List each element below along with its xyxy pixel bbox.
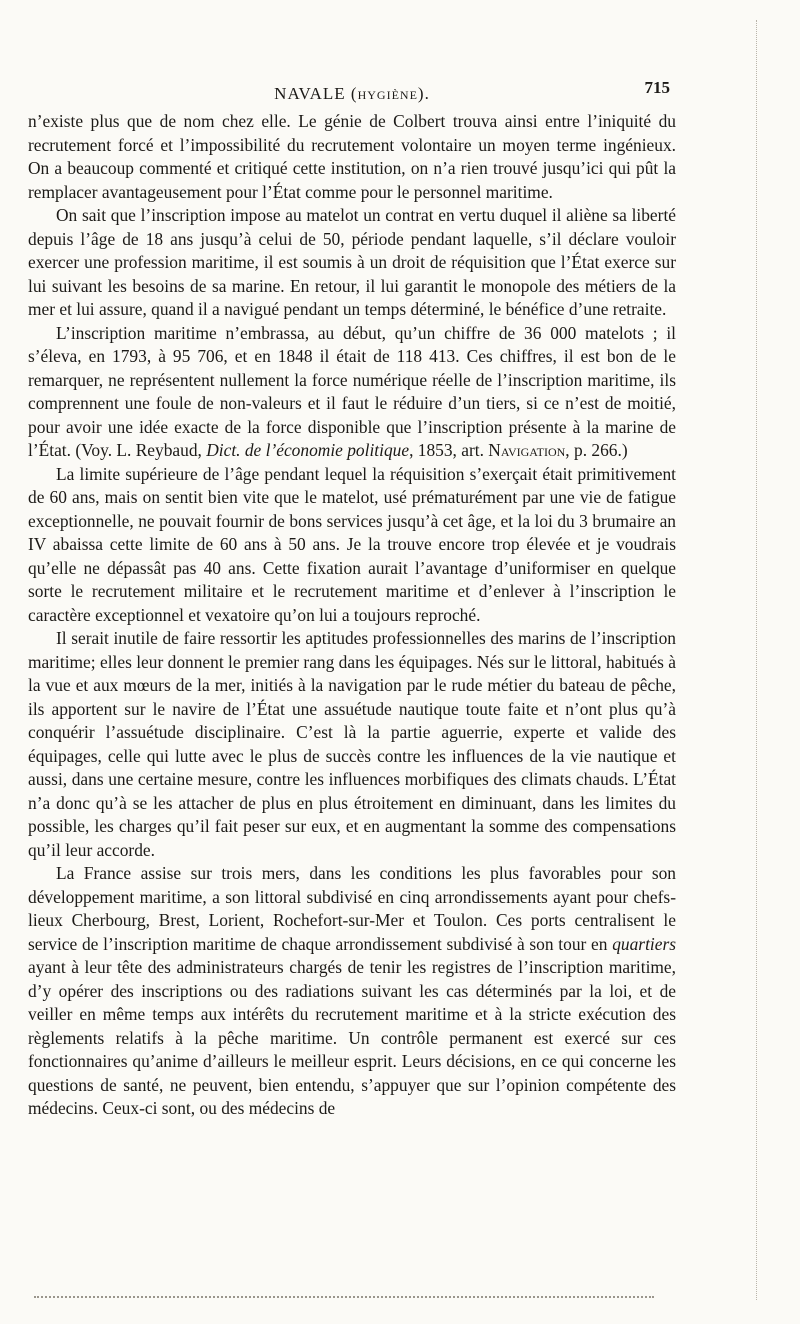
paragraph-6 [28,862,676,1121]
page-margin-binding [756,20,779,1300]
paragraph-4: La limite supérieure de l’âge pendant lequel la réquisition s’exerçait était primitivement de 60 ans, mais on sentit bien vite que le matelot, usé prématurément par une vie de fatigue exceptionnelle, ne pouvait fournir de bons services jusqu’à cet âge, et la loi du 3 brumaire an IV abaissa cette limite de 60 ans à 50 ans. Je la trouve encore trop élevée et je voudrais qu’elle ne dépassât pas 40 ans. Cette fixation aurait l’avantage d’uniformiser en quelque sorte le recrutement militaire et le recrutement maritime et d’enlever à l’inscription le caractère exceptionnel et vexatoire qu’on lui a toujours reproché. [28,463,676,625]
running-title [28,84,676,104]
p6-text-b: ayant à leur tête des administrateurs chargés de tenir les registres de l’inscription maritime, d’y opérer des inscriptions ou des radiations suivant les cas déterminés par la loi, et de veiller en même temps aux intérêts du recrutement maritime et à la stricte exécution des règlements relatifs à la pêche maritime. Un contrôle permanent est exercé sur ces fonctionnaires qu’anime d’ailleurs le meilleur esprit. Leurs décisions, en ce qui concerne les questions de santé, ne peuvent, bien entendu, s’appuyer que sur l’opinion compétente des médecins. Ceux-ci sont, ou des médecins de [28,957,676,1118]
p3-text-a: L’inscription maritime n’embrassa, au début, qu’un chiffre de 36 000 matelots ; il s’éleva, en 1793, à 95 706, et en 1848 il était de 118 413. Ces chiffres, il est bon de le remarquer, ne représentent nullement la force numérique réelle de l’inscription maritime, ils comprennent une foule de non-valeurs et il faut le réduire d’un tiers, si ce n’est de moitié, pour avoir une idée exacte de la force disponible que l’inscription présente à la marine de l’État. (Voy. L. Reybaud, [28,322,676,460]
paragraph-1: n’existe plus que de nom chez elle. Le génie de Colbert trouva ainsi entre l’iniquité du recrutement forcé et l’impossibilité du recrutement volontaire un moyen terme ingénieux. On a beaucoup commenté et critiqué cette institution, on n’a rien trouvé jusqu’ici qui pût la remplacer avantageusement pour l’État comme pour le personnel maritime. [28,111,676,202]
document-page [28,78,676,1121]
title-end: ). [417,84,430,103]
body-text [28,110,676,1121]
p3-text-c: , p. 266.) [565,440,628,460]
page-number: 715 [644,78,670,97]
p6-italic-term: quartiers [612,933,676,954]
paragraph-5: Il serait inutile de faire ressortir les aptitudes professionnelles des marins de l’inscription maritime; elles leur donnent le premier rang dans les équipages. Nés sur le littoral, habitués à la vue et aux mœurs de la mer, initiés à la navigation par le rude métier du bateau de pêche, ils apportent sur le navire de l’État une assuétude nautique toute faite et n’ont plus qu’à conquérir l’assuétude disciplinaire. C’est là la partie aguerrie, experte et valide des équipages, celle qui lutte avec le plus de succès contre les influences de la vie nautique et aussi, dans une certaine mesure, contre les influences morbifiques des climats chauds. L’État n’a donc qu’à se les attacher de plus en plus étroitement en diminuant, dans les limites du possible, les charges qu’il fait peser sur eux, et en augmentant la somme des compensations qu’il leur accorde. [28,628,676,860]
p3-citation-title: Dict. de l’économie politique [206,440,410,460]
p3-article-name: Navigation [488,440,566,460]
running-header [28,78,676,108]
p6-text-a: La France assise sur trois mers, dans les conditions les plus favorables pour son développement maritime, a son littoral subdivisé en cinq arrondissements ayant pour chefs-lieux Cherbourg, Brest, Lorient, Rochefort-sur-Mer et Toulon. Ces ports centralisent le service de l’inscription maritime de chaque arrondissement subdivisé à son tour en [28,863,676,954]
p3-text-b: , 1853, art. [409,440,489,460]
paragraph-3 [28,322,676,463]
footer-dotted-rule [34,1296,654,1298]
paragraph-2: On sait que l’inscription impose au matelot un contrat en vertu duquel il aliène sa liberté depuis l’âge de 18 ans jusqu’à celui de 50, période pendant laquelle, s’il déclare vouloir exercer une profession maritime, il est soumis à un droit de réquisition que l’État exerce sur lui suivant les besoins de sa marine. En retour, il lui garantit le monopole des métiers de la mer et lui assure, quand il a navigué pendant un temps déterminé, le bénéfice d’une retraite. [28,205,676,319]
title-main: NAVALE ( [274,84,358,103]
title-small: hygiène [357,84,418,103]
